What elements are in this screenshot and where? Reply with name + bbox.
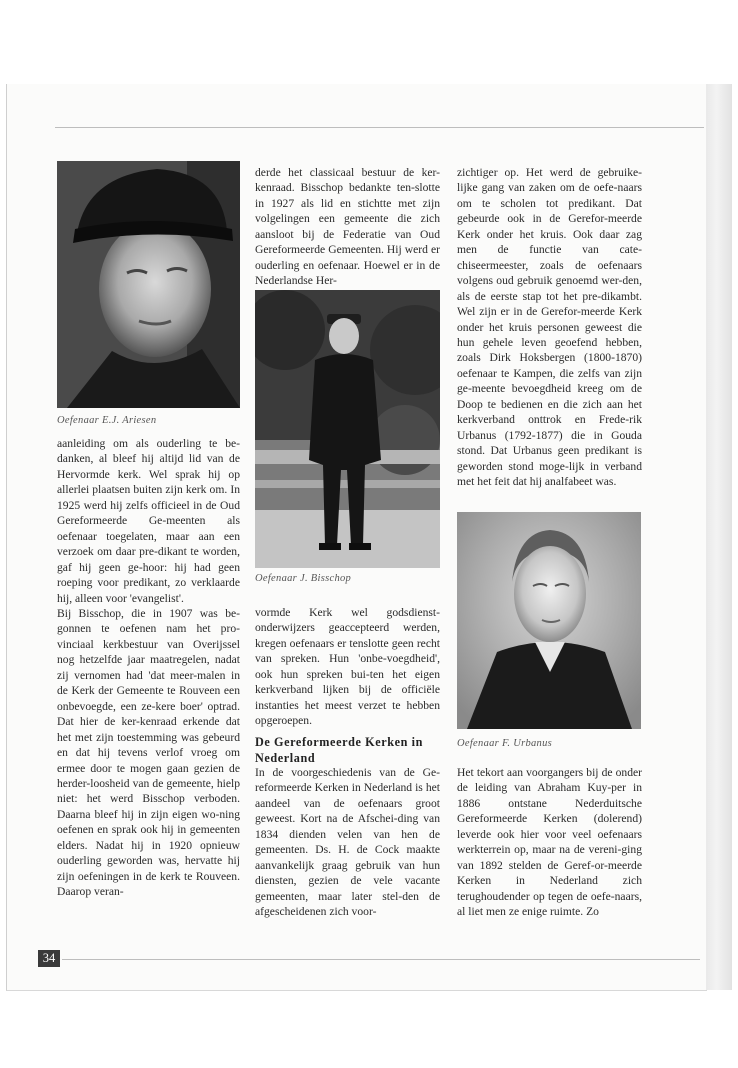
section-heading: De Gereformeerde Kerken in Nederland bbox=[255, 735, 423, 765]
paragraph: aanleiding om als ouderling te be-danken, al bleef hij altijd lid van de Hervormde kerk. Wel sprak hij op allerlei plaatsen buiten zijn kerk om. In 1925 werd hij zelfs officieel in de Oud Gereformeerde Ge-meenten als oefenaar toegelaten, maar aan een verzoek om daar pre-dikant te worden, gaf hij geen ge-hoor: hij had geen roeping voor predikant, zo verklaarde hij, alleen voor 'evangelist'. bbox=[57, 437, 240, 605]
caption-ariesen: Oefenaar E.J. Ariesen bbox=[57, 415, 157, 426]
column-3-text-top: zichtiger op. Het werd de gebruike-lijke gang van zaken om de oefe-naars om te scholen tot predikant. Dat gebeurde ook in de Gerefor-meerde Kerk onder het kruis. Ook daar zag men de functie van cate-chiseermeester, zoals de oefenaars volgens oud gebruik genoemd wer-den, als de eerste stap tot het pre-dikambt. Wel zijn er in de Gerefor-meerde Kerk onder het kruis personen geweest die hun gehele leven geoefend hebben, zoals Dirk Hoksbergen (1800-1870) oefenaar te Kampen, die zelfs van zijn ge-meente bevoegdheid kreeg om de Doop te bedienen en die zich aan het kerkverband onttrok en Frede-rik Urbanus (1792-1877) die in Gouda stond. Dat Urbanus geen predikant is geworden stond moge-lijk in verband met het feit dat hij analfabeet was. bbox=[457, 166, 642, 489]
column-3-text-bottom: Het tekort aan voorgangers bij de onder de leiding van Abraham Kuy-per in 1886 ontstane Nederduitsche Gereformeerde Kerken (dolerend) leverde ook hier voor veel oefenaars werkterrein op, maar na de vereni-ging van 1892 stelden de Geref-or-meerde Kerken in Nederland zich terughoudender op tegen de oefe-naars, al liet men ze enige ruimte. Zo bbox=[457, 766, 642, 919]
photo-ariesen bbox=[57, 161, 240, 408]
section-text: In de voorgeschiedenis van de Ge-reformeerde Kerken in Nederland is het aandeel van de oefenaars groot geweest. Kort na de Afschei-ding van 1834 dienden velen van hen de gemeenten. Ds. H. de Cock maakte aanvankelijk graag gebruik van hun diensten, gezien de vele vacante gemeenten, maar later stel-den de afgescheidenen zich voor- bbox=[255, 766, 440, 919]
bottom-rule bbox=[62, 959, 700, 960]
column-2-text-bottom: vormde Kerk wel godsdienst-onderwijzers geaccepteerd werden, kregen oefenaars er tenslotte geen recht van spreken. Hun 'onbe-voegdheid', ook hun spreken bui-ten het eigen kerkverband lijken bij de officiële instanties het meest verzet te hebben opgeroepen. bbox=[255, 606, 440, 728]
photo-bisschop bbox=[255, 290, 440, 568]
top-rule bbox=[55, 127, 704, 128]
column-1-text bbox=[57, 436, 240, 900]
caption-urbanus: Oefenaar F. Urbanus bbox=[457, 738, 553, 749]
page-number: 34 bbox=[38, 950, 60, 967]
column-2-text-top: derde het classicaal bestuur de ker-kenraad. Bisschop bedankte ten-slotte in 1927 als lid en stichtte met zijn volgelingen een gemeente die zich aansloot bij de Federatie van Oud Gereformeerde Gemeenten. Hij werd er ouderling en oefenaar. Hoewel er in de Nederlandse Her- bbox=[255, 166, 440, 288]
photo-urbanus bbox=[457, 512, 641, 729]
paragraph: Bij Bisschop, die in 1907 was be-gonnen te oefenen nam het pro-vinciaal kerkbestuur van Overijssel nog hetzelfde jaar maatregelen, nadat zij vernomen had 'dat meer-malen in de Kerk der Gemeente te Rouveen een onbevoegde, een ze-kere boer' optrad. Dat hier de ker-kenraad erkende dat het met zijn toestemming was gebeurd en dat hij tevens verlof vroeg om ermee door te mogen gaan gezien de herder-loosheid van de gemeente, hielp niet: het werd Bisschop verboden. Daarna bleef hij in zijn eigen wo-ning oefenen en sprak ook hij in gemeenten elders. Nadat hij in 1920 opnieuw ouderling geworden was, hervatte hij zijn oefeningen in de kerk te Rouveen. Daarop veran- bbox=[57, 606, 240, 899]
caption-bisschop: Oefenaar J. Bisschop bbox=[255, 573, 352, 584]
page-edge bbox=[706, 84, 732, 990]
